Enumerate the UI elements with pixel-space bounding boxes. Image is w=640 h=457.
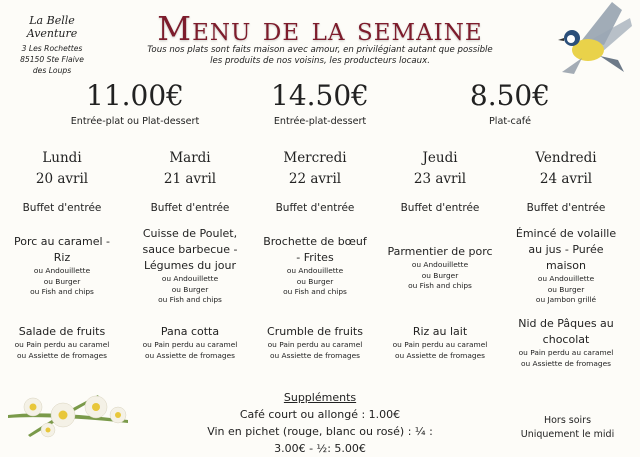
logo-name-line1: La Belle — [29, 14, 75, 27]
dessert-alternative: ou Pain perdu au caramel — [267, 340, 363, 349]
price-amount: 8.50€ — [469, 79, 551, 112]
subtitle-line: les produits de nos voisins, les producteurs locaux. — [210, 56, 430, 66]
price-amount: 11.00€ — [86, 79, 184, 112]
address-line: 85150 Ste Flaive — [20, 55, 84, 64]
address-line: 3 Les Rochettes — [21, 44, 83, 53]
main-alternative: ou Burger — [296, 276, 334, 286]
day-column-vendredi — [503, 148, 629, 378]
address — [8, 43, 96, 76]
dessert-line: Riz au lait — [412, 325, 468, 338]
day-date: 21 avril — [163, 171, 217, 187]
main-alternative: ou Fish and chips — [30, 287, 94, 296]
main-dish-line: Légumes du jour — [143, 259, 237, 272]
dessert-alternative: ou Pain perdu au caramel — [518, 348, 614, 357]
daffodil-flowers-icon — [8, 385, 133, 445]
main-alternative: ou Burger — [171, 284, 209, 294]
price-plat-cafe — [420, 80, 600, 127]
supplement-coffee: Café court ou allongé : 1.00€ — [239, 408, 401, 421]
hours-line: Hors soirs — [543, 415, 592, 426]
dessert-alternative: ou Pain perdu au caramel — [14, 340, 110, 349]
day-date: 23 avril — [413, 171, 467, 187]
subtitle — [140, 45, 500, 67]
price-label: Entrée-plat-dessert — [273, 116, 367, 127]
supplements — [200, 389, 440, 457]
dessert — [252, 324, 378, 361]
dessert-alternative: ou Assiette de fromages — [16, 350, 107, 360]
day-column-mercredi — [252, 148, 378, 378]
day-column-lundi — [0, 148, 125, 378]
day-column-mardi — [127, 148, 253, 378]
subtitle-line: Tous nos plats sont faits maison avec amour, en privilégiant autant que possible — [147, 45, 493, 55]
main-dish-line: maison — [546, 259, 586, 272]
starter: Buffet d'entrée — [22, 202, 102, 214]
starter: Buffet d'entrée — [275, 202, 355, 214]
main-dish-line: Brochette de bœuf — [263, 235, 367, 248]
day-name: Vendredi — [535, 150, 597, 166]
dessert-line: Pana cotta — [160, 325, 220, 338]
main-dish-line: Cuisse de Poulet, — [142, 227, 238, 240]
logo-name-line2: Aventure — [26, 27, 78, 40]
day-name: Mardi — [169, 150, 211, 166]
main-alternative: ou Andouillette — [411, 260, 469, 269]
main-dish-line: Émincé de volaille — [515, 227, 617, 240]
day-date: 24 avril — [539, 171, 593, 187]
dessert-alternative: ou Pain perdu au caramel — [392, 340, 488, 349]
main-alternative: ou Andouillette — [286, 266, 344, 275]
main-alternative: ou Fish and chips — [158, 295, 222, 304]
dessert — [127, 324, 253, 361]
price-entree-plat-or-plat-dessert — [45, 80, 225, 127]
main-alternative: ou Fish and chips — [408, 281, 472, 290]
main-course — [503, 226, 629, 306]
day-name: Lundi — [42, 150, 82, 166]
day-date: 22 avril — [288, 171, 342, 187]
day-date: 20 avril — [35, 171, 89, 187]
main-dish-line: Porc au caramel - — [13, 235, 111, 248]
hours-line: Uniquement le midi — [520, 429, 615, 440]
main-alternative: ou Andouillette — [161, 274, 219, 283]
dessert-line: Crumble de fruits — [267, 325, 363, 338]
supplements-heading: Suppléments — [283, 391, 357, 404]
main-alternative: ou Jambon grillé — [535, 295, 597, 304]
dessert-line: Nid de Pâques au — [518, 317, 614, 330]
day-name: Jeudi — [422, 150, 458, 166]
bird-illustration-icon — [552, 0, 634, 80]
main-alternative: ou Burger — [547, 284, 585, 294]
day-name: Mercredi — [283, 150, 347, 166]
main-alternative: ou Andouillette — [537, 274, 595, 283]
day-column-jeudi — [377, 148, 503, 378]
main-alternative: ou Burger — [43, 276, 81, 286]
dessert — [377, 324, 503, 361]
dessert-alternative: ou Pain perdu au caramel — [142, 340, 238, 349]
address-line: des Loups — [32, 66, 72, 75]
main-dish-line: Riz — [53, 251, 71, 264]
starter: Buffet d'entrée — [150, 202, 230, 214]
starter: Buffet d'entrée — [400, 202, 480, 214]
price-label: Plat-café — [489, 116, 531, 127]
main-alternative: ou Andouillette — [33, 266, 91, 275]
main-alternative: ou Fish and chips — [283, 287, 347, 296]
opening-hours — [510, 414, 625, 442]
main-alternative: ou Burger — [421, 270, 459, 280]
dessert-line: chocolat — [542, 333, 590, 346]
main-dish-line: au jus - Purée — [528, 243, 604, 256]
price-label: Entrée-plat ou Plat-dessert — [70, 116, 200, 127]
dessert — [503, 316, 629, 369]
dessert-alternative: ou Assiette de fromages — [394, 350, 485, 360]
main-course — [0, 234, 125, 298]
dessert-alternative: ou Assiette de fromages — [269, 350, 360, 360]
main-course — [252, 234, 378, 298]
page-title: Menu de la semaine — [157, 9, 483, 48]
price-amount: 14.50€ — [271, 79, 369, 112]
price-entree-plat-dessert — [230, 80, 410, 127]
supplement-wine: Vin en pichet (rouge, blanc ou rosé) : ¼ : 3.00€ - ½: 5.00€ — [207, 425, 433, 455]
main-dish-line: Parmentier de porc — [387, 245, 493, 258]
main-dish-line: sauce barbecue - — [142, 243, 238, 256]
dessert — [0, 324, 125, 361]
dessert-alternative: ou Assiette de fromages — [144, 350, 235, 360]
restaurant-logo — [8, 14, 96, 76]
starter: Buffet d'entrée — [526, 202, 606, 214]
dessert-alternative: ou Assiette de fromages — [520, 358, 611, 368]
main-course — [377, 244, 503, 292]
dessert-line: Salade de fruits — [18, 325, 106, 338]
main-dish-line: - Frites — [296, 251, 334, 264]
main-course — [127, 226, 253, 306]
